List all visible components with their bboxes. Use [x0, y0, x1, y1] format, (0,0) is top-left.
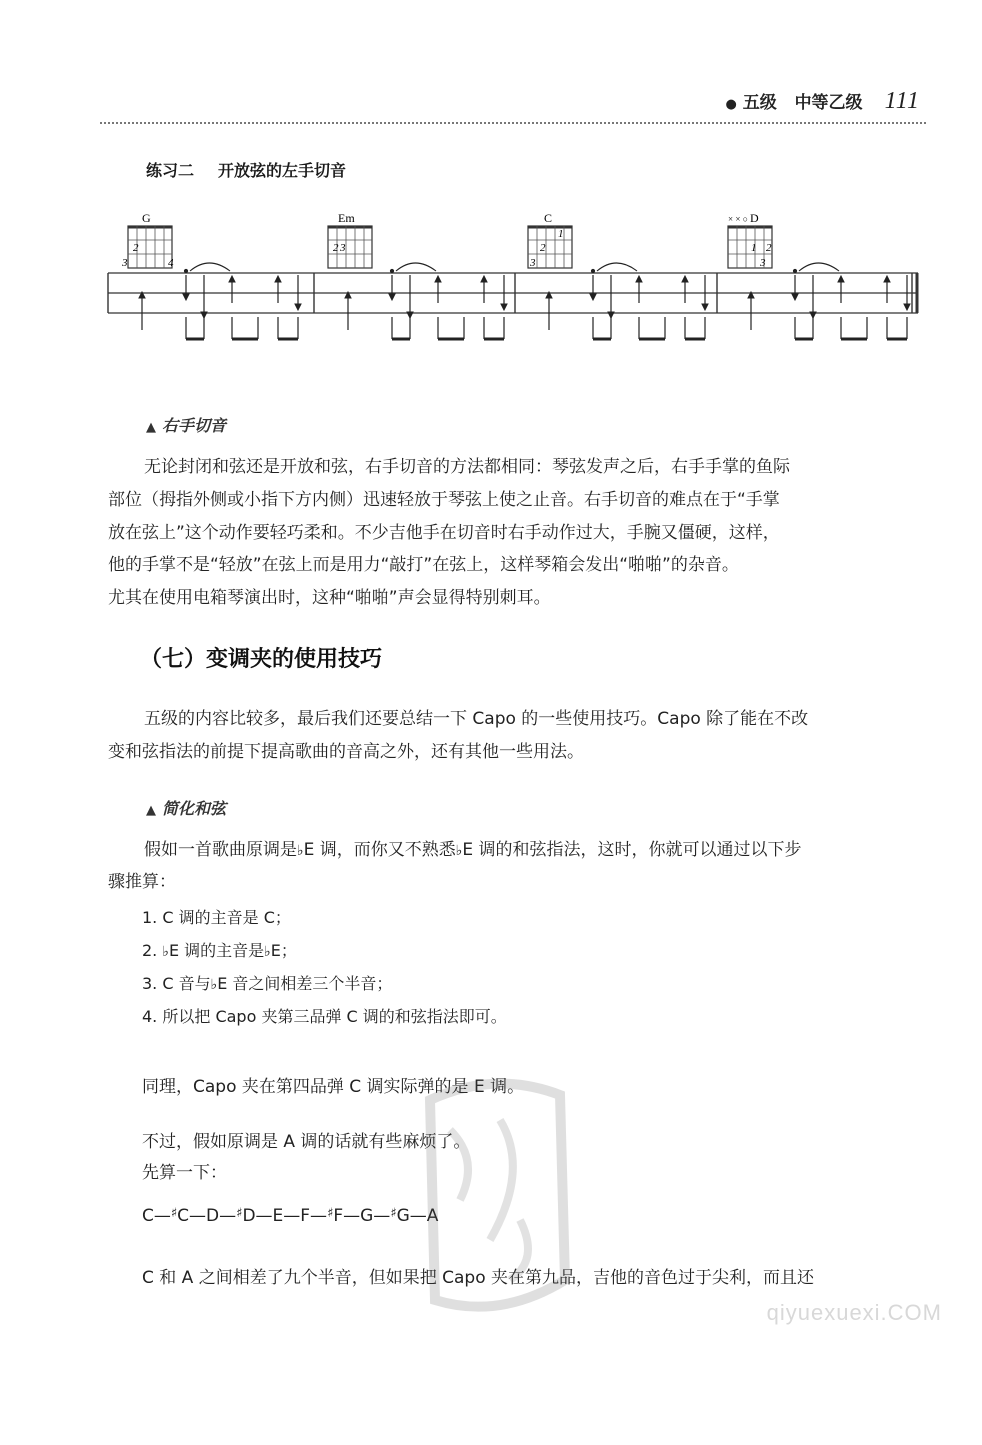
arrow-head	[702, 304, 708, 310]
arrow-head	[389, 294, 395, 300]
scale-run: D—E—F—	[242, 1206, 328, 1226]
text-run: E 调，而你又不熟悉	[303, 840, 456, 860]
chord-diagram-g	[121, 211, 174, 269]
triangle-icon: ▲	[146, 420, 156, 435]
finger-number: 3	[530, 257, 536, 269]
paragraph-right-mute-cont	[108, 484, 928, 614]
step-3	[142, 971, 392, 994]
arrow-head	[481, 276, 487, 282]
tie-arc	[190, 263, 230, 271]
bullet-icon: ●	[725, 97, 737, 112]
arrow-head	[501, 304, 507, 310]
scale-run: G—A	[396, 1206, 439, 1226]
seal-stamp-image	[420, 1070, 570, 1320]
chord-name: G	[142, 211, 151, 225]
step-1: 1. C 调的主音是 C；	[142, 908, 291, 927]
sharp-sign: ♯	[236, 1206, 243, 1221]
text-line: 变和弦指法的前提下提高歌曲的音高之外，还有其他一些用法。	[108, 742, 584, 762]
section-heading: （七）变调夹的使用技巧	[140, 647, 383, 672]
page-number: 111	[884, 88, 920, 114]
staccato-dot	[591, 269, 594, 272]
flat-sign: ♭	[210, 977, 218, 993]
grade-label: 中等乙级	[794, 93, 863, 113]
text-run: E 调的和弦指法，这时，你就可以通过以下步	[462, 840, 802, 860]
paragraph-simplify-line2: 骤推算：	[108, 872, 176, 892]
finger-number: 3	[760, 257, 766, 269]
paragraph-simplify-line1	[144, 834, 930, 868]
arrow-head	[792, 294, 798, 300]
paragraph-right-mute	[108, 451, 928, 484]
however-text: 不过，假如原调是 A 调的话就有些麻烦了。	[142, 1132, 471, 1152]
subtitle-text: 右手切音	[162, 416, 227, 435]
staff-lines	[108, 273, 918, 313]
staccato-dot	[184, 269, 187, 272]
level-label: 五级	[742, 93, 777, 113]
scale-run: C—D—	[177, 1206, 237, 1226]
arrow-head	[183, 294, 189, 300]
text-run: 2.	[142, 941, 163, 960]
flat-sign: ♭	[455, 843, 463, 859]
tie-arc	[597, 263, 637, 271]
flat-sign: ♭	[264, 944, 271, 960]
staccato-dot	[793, 269, 796, 272]
arrow-head	[435, 276, 441, 282]
chord-name: D	[750, 211, 759, 225]
finger-number: 4	[168, 257, 174, 269]
finger-number: 3	[340, 242, 346, 254]
tie-arc	[799, 263, 839, 271]
text-run: 3. C 音与	[142, 974, 211, 993]
arrow-head	[275, 276, 281, 282]
step-4: 4. 所以把 Capo 夹第三品弹 C 调的和弦指法即可。	[142, 1007, 507, 1026]
chord-name: C	[544, 211, 553, 225]
subtitle-simplify	[146, 796, 226, 819]
arrow-head	[682, 276, 688, 282]
scale-run: F—G—	[333, 1206, 391, 1226]
triangle-icon: ▲	[146, 803, 156, 818]
sharp-sign: ♯	[170, 1206, 178, 1221]
arrow-head	[884, 276, 890, 282]
finger-number: 1	[558, 228, 564, 240]
finger-number: 2	[333, 242, 339, 254]
exercise-title	[146, 158, 370, 181]
finger-number: 2	[540, 242, 546, 254]
count-first-text: 先算一下：	[142, 1163, 227, 1183]
sharp-sign: ♯	[327, 1206, 334, 1221]
finger-number: 2	[766, 242, 772, 254]
text-line: 他的手掌不是“轻放”在弦上而是用力“敲打”在弦上，这样琴箱会发出“啪啪”的杂音。	[108, 555, 739, 575]
text-run: 假如一首歌曲原调是	[144, 840, 297, 860]
chord-diagram-d	[728, 211, 772, 269]
arrow-head	[295, 304, 301, 310]
finger-number: 1	[751, 242, 757, 254]
text-line: 放在弦上”这个动作要轻巧柔和。不少吉他手在切音时右手动作过大，手腕又僵硬，这样，	[108, 522, 780, 543]
arrow-head	[636, 276, 642, 282]
arrow-head	[229, 276, 235, 282]
text-line: 部位（拇指外侧或小指下方内侧）迅速轻放于琴弦上使之止音。右手切音的难点在于“手掌	[108, 490, 780, 510]
last-line: C 和 A 之间相差了九个半音，但如果把 Capo 夹在第九品，吉他的音色过于尖利，而且还	[142, 1268, 814, 1288]
text-run: E；	[270, 941, 297, 960]
subtitle-right-mute	[146, 413, 226, 436]
staccato-dot	[390, 269, 393, 272]
muted-open-marks: × × ○	[728, 214, 749, 224]
chord-diagram-em	[328, 211, 372, 268]
paragraph-capo-intro	[144, 703, 930, 736]
text-run: E 调的主音是	[168, 941, 265, 960]
arrow-head	[838, 276, 844, 282]
header-rule	[100, 122, 926, 124]
step-2	[142, 938, 297, 961]
flat-sign: ♭	[162, 944, 169, 960]
running-header	[725, 88, 920, 115]
sharp-sign: ♯	[390, 1206, 397, 1221]
strum-pattern	[139, 263, 910, 339]
paragraph-capo-intro-cont	[108, 736, 928, 769]
text-line: 尤其在使用电箱琴演出时，这种“啪啪”声会显得特别刺耳。	[108, 587, 551, 608]
flat-sign: ♭	[297, 843, 304, 859]
scale-run: C—	[142, 1206, 171, 1226]
finger-number: 3	[122, 257, 128, 269]
arrow-head	[590, 294, 596, 300]
exercise-name: 开放弦的左手切音	[218, 161, 347, 180]
chord-name: Em	[338, 211, 355, 225]
exercise-number: 练习二	[146, 161, 195, 180]
chromatic-scale	[142, 1206, 438, 1226]
arrow-head	[904, 304, 910, 310]
strum-notation	[100, 205, 920, 345]
subtitle-text: 简化和弦	[162, 799, 227, 818]
watermark-text: qiyuexuexi.COM	[766, 1300, 942, 1325]
chord-diagram-c	[528, 211, 572, 269]
text-line: 无论封闭和弦还是开放和弦，右手切音的方法都相同：琴弦发声之后，右手手掌的鱼际	[144, 457, 790, 477]
tie-arc	[396, 263, 436, 271]
text-run: E 音之间相差三个半音；	[217, 974, 393, 993]
text-line: 五级的内容比较多，最后我们还要总结一下 Capo 的一些使用技巧。Capo 除了能在不改	[144, 709, 809, 729]
finger-number: 2	[133, 242, 139, 254]
same-logic-text: 同理，Capo 夹在第四品弹 C 调实际弹的是 E 调。	[142, 1077, 525, 1097]
